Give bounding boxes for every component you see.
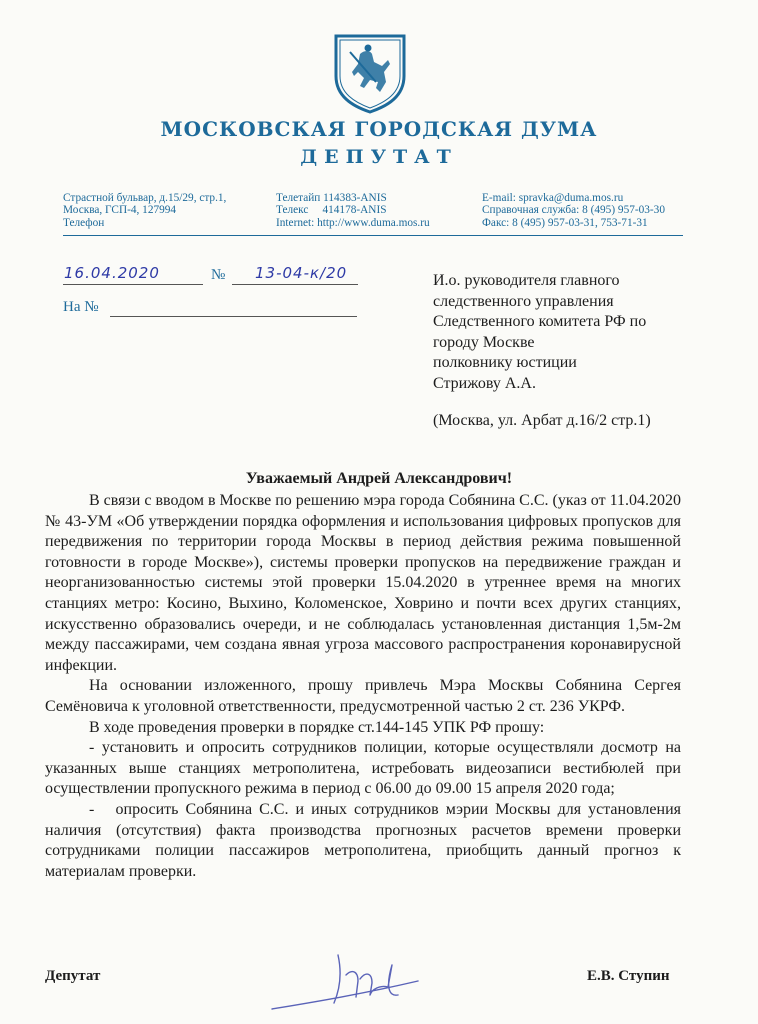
- organization-name: МОСКОВСКАЯ ГОРОДСКАЯ ДУМА: [160, 117, 598, 141]
- deputy-title: ДЕПУТАТ: [300, 146, 458, 168]
- telex-line: Телекс 414178-ANIS: [276, 204, 387, 217]
- body-paragraph: В ходе проведения проверки в порядке ст.144-145 УПК РФ прошу:: [89, 718, 545, 736]
- address-line: Москва, ГСП-4, 127994: [63, 204, 177, 217]
- addressee-line: городу Москве: [433, 333, 535, 351]
- registration-date: 16.04.2020: [64, 264, 160, 282]
- address-line: Страстной бульвар, д.15/29, стр.1,: [63, 192, 227, 204]
- signatory-name: Е.В. Ступин: [587, 968, 670, 984]
- addressee-address: (Москва, ул. Арбат д.16/2 стр.1): [433, 412, 651, 429]
- number-label: №: [211, 267, 226, 283]
- telecom-block: [276, 192, 430, 229]
- salutation: Уважаемый Андрей Александрович!: [245, 470, 513, 487]
- signatory-position: Депутат: [45, 968, 101, 984]
- request-item: - установить и опросить сотрудников полиции, которые осуществляли досмотр на указанных выше станциях метрополитена, истребовать видеозаписи вестибюлей при осуществлении пропускного режима в период с 06.00 до 09.00 15 апреля 2020 года;: [45, 739, 681, 798]
- address-line: Телефон: [63, 216, 105, 229]
- addressee-line: Следственного комитета РФ по: [433, 313, 647, 330]
- body-paragraph: В связи с вводом в Москве по решению мэра города Собянина С.С. (указ от 11.04.2020 № 43-УМ «Об утверждении порядка оформления и использования цифровых пропусков для передвижения по территории города Москвы в период действия режима повышенной готовности в городе Москве»), системы проверки пропусков на передвижение граждан и неорганизованностью системы этой проверки 15.04.2020 в утреннее время на многих станциях метро: Косино, Выхино, Коломенское, Ховрино и почти всех других станциях, искусственно образовались очереди, и не соблюдалась установленная дистанция 1,5м-2м между пассажирами, чем создана явная угроза массового распространения коронавирусной инфекции.: [45, 492, 681, 674]
- email-line: E-mail: spravka@duma.mos.ru: [482, 192, 624, 204]
- body-paragraph: На основании изложенного, прошу привлечь Мэра Москвы Собянина Сергея Семёновича к уголовной ответственности, предусмотренной частью 2 ст. 236 УКРФ.: [45, 677, 681, 715]
- addressee-line: Стрижову А.А.: [433, 374, 536, 392]
- registration-number: 13-04-к/20: [255, 264, 348, 282]
- request-item: - опросить Собянина С.С. и иных сотрудников мэрии Москвы для установления наличия (отсутствия) факта производства прогнозных расчетов времени проверки сотрудниками полиции пассажиров метрополитена, приобщить данный прогноз к материалам проверки.: [45, 800, 685, 880]
- addressee-line: следственного управления: [433, 292, 614, 310]
- addressee-block: [433, 271, 646, 394]
- website-line: Internet: http://www.duma.mos.ru: [276, 216, 430, 229]
- header-divider: [63, 235, 683, 236]
- reply-number-underline: [110, 316, 357, 317]
- contact-block: [482, 192, 665, 229]
- letter-body: [45, 491, 685, 882]
- helpdesk-line: Справочная служба: 8 (495) 957-03-30: [482, 204, 665, 217]
- addressee-line: полковнику юстиции: [433, 354, 577, 371]
- addressee-line: И.о. руководителя главного: [433, 272, 620, 289]
- address-block: [63, 192, 226, 229]
- moscow-coat-of-arms-icon: [330, 32, 410, 114]
- fax-line: Факс: 8 (495) 957-03-31, 753-71-31: [482, 216, 648, 229]
- reply-number-label: На №: [63, 299, 99, 315]
- teletype-line: Телетайп 114383-ANIS: [276, 192, 387, 204]
- number-underline: [232, 284, 358, 285]
- date-underline: [63, 284, 203, 285]
- handwritten-signature-icon: [268, 945, 458, 1015]
